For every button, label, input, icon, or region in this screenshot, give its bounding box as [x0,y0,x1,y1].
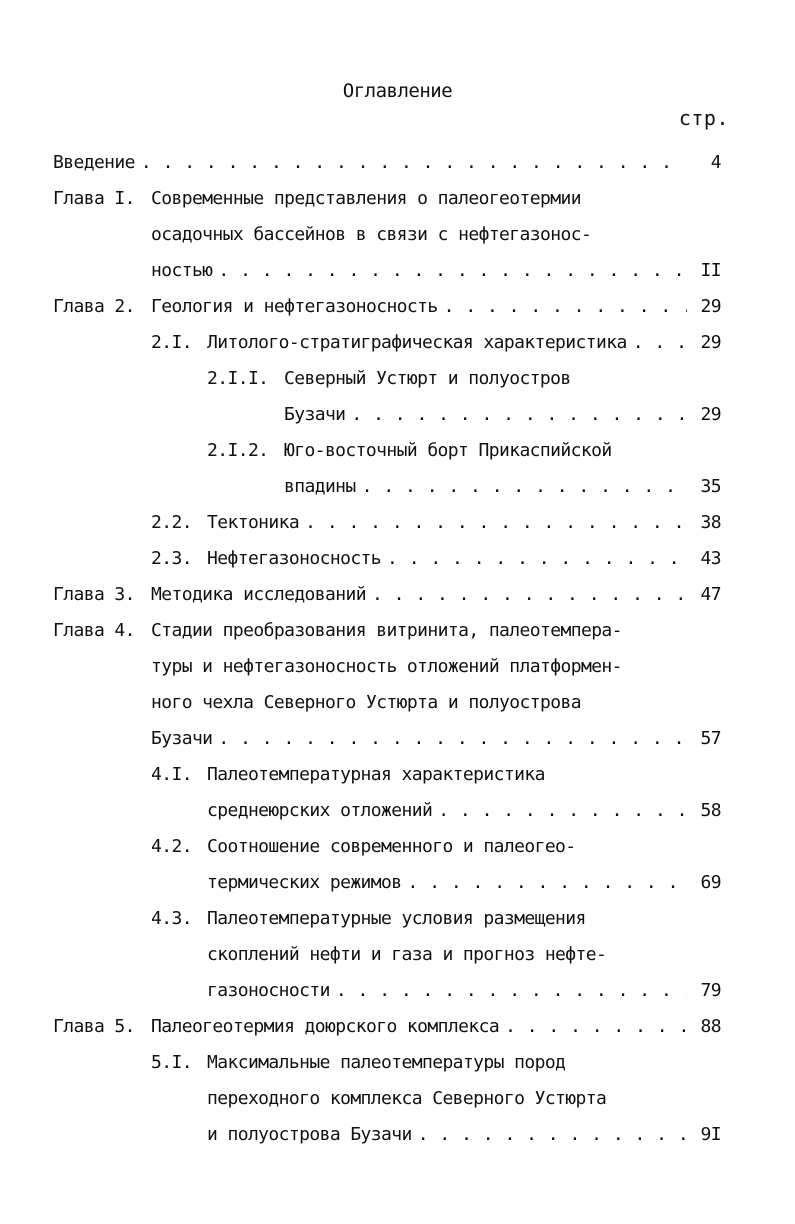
toc-entry-text: Соотношение современного и палеогео- [207,836,576,857]
dot-leader [372,577,687,613]
toc-entry-continuation [0,937,795,973]
toc-entry-text: Палеотемпературные условия размещения [207,908,586,929]
toc-entry-page: 29 [700,296,721,317]
toc-entry-number: Глава I. [53,188,135,209]
toc-entry-title: Нефтегазоносность [207,548,382,569]
dot-leader [505,1009,687,1045]
toc-entry-number: 2.I.I. [207,368,269,389]
toc-entry-number: Глава 5. [53,1016,135,1037]
toc-entry-page: 58 [700,800,721,821]
toc-entry [0,1009,795,1045]
toc-entry-text: осадочных бассейнов в связи с нефтегазонос- [151,224,592,245]
toc-entry-title: Палеогеотермия доюрского комплекса [151,1016,500,1037]
toc-entry-continuation [0,685,795,721]
dot-leader [438,793,687,829]
toc-entry [0,541,795,577]
toc-entry-number: 4.2. [151,836,192,857]
toc-entry-number: Глава 3. [53,584,135,605]
toc-entry-page: 47 [700,584,721,605]
dot-leader [351,397,687,433]
toc-entry-continuation [0,1081,795,1117]
toc-entry-continuation [0,397,795,433]
toc-entry [0,145,795,181]
toc-entry-text: Максимальные палеотемпературы пород [207,1052,566,1073]
dot-leader [218,253,687,289]
page-column-label: стр. [678,106,729,130]
toc-entry-title: термических режимов [207,872,402,893]
toc-entry [0,325,795,361]
dot-leader [418,1117,687,1153]
toc-entry-page: 88 [700,1016,721,1037]
toc-entry-continuation [0,469,795,505]
toc-entry-text: скоплений нефти и газа и прогноз нефте- [207,944,607,965]
toc-entry [0,901,795,937]
toc-entry-continuation [0,217,795,253]
toc-entry-continuation [0,721,795,757]
toc-entry-continuation [0,1117,795,1153]
dot-leader [305,505,687,541]
toc-entry-title: Литолого-стратиграфическая характеристика [207,332,627,353]
dot-leader [362,469,687,505]
table-of-contents [0,145,795,1153]
toc-entry-text: Современные представления о палеогеотермии [151,188,581,209]
toc-entry [0,505,795,541]
toc-entry-page: 79 [700,980,721,1001]
dot-leader [444,289,687,325]
page-title: Оглавление [342,80,453,102]
toc-entry-number: 4.3. [151,908,192,929]
toc-entry-number: 5.I. [151,1052,192,1073]
toc-entry-title: Бузачи [284,404,346,425]
toc-entry-title: газоносности [207,980,330,1001]
toc-entry-page: 29 [700,404,721,425]
toc-entry-text: туры и нефтегазоносность отложений платформен- [151,656,622,677]
toc-entry-number: 4.I. [151,764,192,785]
toc-entry [0,361,795,397]
toc-entry-text: Стадии преобразования витринита, палеотемпера- [151,620,622,641]
toc-entry-number: 2.I. [151,332,192,353]
toc-entry-continuation [0,253,795,289]
toc-entry-title: Методика исследований [151,584,366,605]
dot-leader [141,145,687,181]
toc-entry-page: 57 [700,728,721,749]
toc-entry-title: Бузачи [151,728,213,749]
toc-entry-text: переходного комплекса Северного Устюрта [207,1088,607,1109]
dot-leader [633,325,687,361]
toc-entry-number: 2.3. [151,548,192,569]
toc-entry-page: 38 [700,512,721,533]
toc-entry-page: 29 [700,332,721,353]
toc-entry-continuation [0,865,795,901]
toc-entry-text: Палеотемпературная характеристика [207,764,545,785]
toc-entry-continuation [0,793,795,829]
dot-leader [387,541,687,577]
toc-entry-title: ностью [151,260,213,281]
toc-entry-title: Тектоника [207,512,300,533]
toc-entry-text: Юго-восточный борт Прикаспийской [284,440,612,461]
toc-entry-number: 2.I.2. [207,440,269,461]
toc-entry [0,757,795,793]
toc-entry-continuation [0,973,795,1009]
toc-entry [0,289,795,325]
toc-entry-title: и полуострова Бузачи [207,1124,412,1145]
toc-entry-page: 4 [710,152,721,173]
toc-entry-page: 43 [700,548,721,569]
toc-entry-number: Глава 2. [53,296,135,317]
toc-entry [0,577,795,613]
toc-entry-title: среднеюрских отложений [207,800,433,821]
toc-entry-continuation [0,649,795,685]
dot-leader [218,721,687,757]
toc-entry-number: Глава 4. [53,620,135,641]
toc-entry-page: 69 [700,872,721,893]
toc-entry [0,181,795,217]
toc-entry [0,433,795,469]
toc-entry-text: ного чехла Северного Устюрта и полуострова [151,692,581,713]
toc-entry [0,613,795,649]
toc-entry [0,829,795,865]
toc-entry-title: впадины [284,476,356,497]
toc-entry [0,1045,795,1081]
toc-entry-number: 2.2. [151,512,192,533]
toc-entry-text: Северный Устюрт и полуостров [284,368,571,389]
toc-entry-page: 35 [700,476,721,497]
toc-entry-title: Геология и нефтегазоносность [151,296,438,317]
dot-leader [336,973,687,1009]
dot-leader [408,865,687,901]
toc-entry-page: 9I [700,1124,721,1145]
toc-entry-title: Введение [53,152,135,173]
toc-entry-page: II [700,260,721,281]
